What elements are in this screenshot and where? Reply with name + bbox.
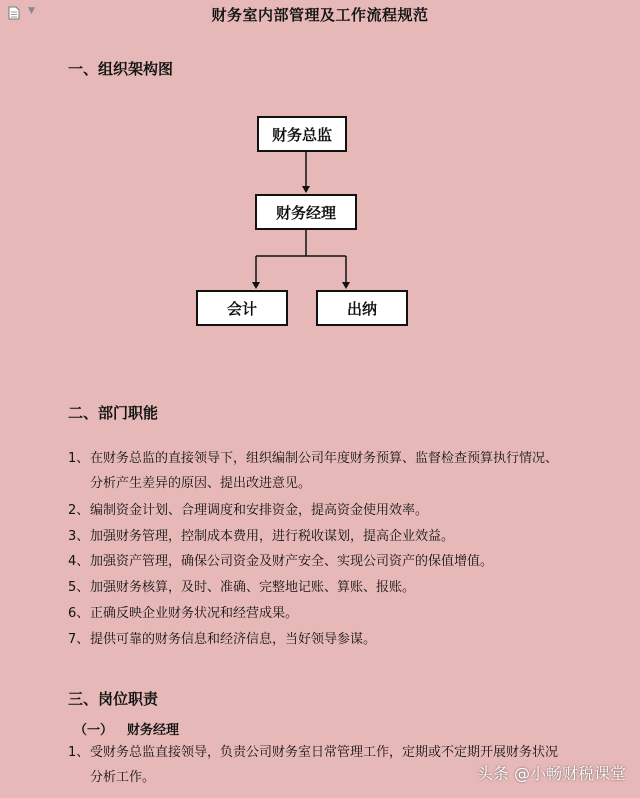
section-heading-org-chart: 一、组织架构图 xyxy=(68,60,174,78)
list-item-number: 5、 xyxy=(68,580,90,595)
list-item-number: 3、 xyxy=(68,529,90,544)
org-box-cashier: 出纳 xyxy=(316,290,408,326)
list-item-number: 1、 xyxy=(68,451,90,466)
list-item-number: 1、 xyxy=(68,745,90,760)
list-item-text: 加强资产管理，确保公司资金及财产安全、实现公司资产的保值增值。 xyxy=(90,554,494,569)
org-box-finance-director: 财务总监 xyxy=(257,116,347,152)
list-item xyxy=(68,450,558,468)
list-item-continuation: 分析工作。 xyxy=(90,770,156,785)
document-title: 财务室内部管理及工作流程规范 xyxy=(211,6,429,24)
subheading-finance-manager xyxy=(74,719,179,738)
dropdown-caret-icon[interactable]: ▼ xyxy=(28,6,35,16)
subheading-number: （一） xyxy=(74,723,114,738)
list-item-number: 7、 xyxy=(68,632,90,647)
list-item-text: 提供可靠的财务信息和经济信息，当好领导参谋。 xyxy=(90,632,377,647)
list-item-number: 2、 xyxy=(68,503,90,518)
list-item-text: 受财务总监直接领导，负责公司财务室日常管理工作，定期或不定期开展财务状况 xyxy=(90,745,559,760)
list-item xyxy=(68,528,454,546)
list-item xyxy=(68,744,558,762)
subheading-label: 财务经理 xyxy=(127,723,180,738)
list-item-text: 在财务总监的直接领导下，组织编制公司年度财务预算、监督检查预算执行情况、 xyxy=(90,451,559,466)
list-item-number: 6、 xyxy=(68,606,90,621)
org-box-finance-manager: 财务经理 xyxy=(255,194,357,230)
list-item-text: 加强财务管理，控制成本费用，进行税收谋划，提高企业效益。 xyxy=(90,529,455,544)
section-heading-department-functions: 二、部门职能 xyxy=(68,404,159,422)
list-item xyxy=(68,502,428,520)
watermark: 头条 @小畅财税课堂 xyxy=(476,764,626,783)
list-item-number: 4、 xyxy=(68,554,90,569)
list-item-text: 编制资金计划、合理调度和安排资金，提高资金使用效率。 xyxy=(90,503,429,518)
org-box-accountant: 会计 xyxy=(196,290,288,326)
list-item xyxy=(68,579,415,597)
list-item xyxy=(68,605,298,623)
list-item-text: 加强财务核算，及时、准确、完整地记账、算账、报账。 xyxy=(90,580,416,595)
list-item xyxy=(68,631,376,649)
section-heading-job-duties: 三、岗位职责 xyxy=(68,690,159,708)
list-item-text: 正确反映企业财务状况和经营成果。 xyxy=(90,606,299,621)
list-item xyxy=(68,553,493,571)
list-item-continuation: 分析产生差异的原因、提出改进意见。 xyxy=(90,476,312,491)
